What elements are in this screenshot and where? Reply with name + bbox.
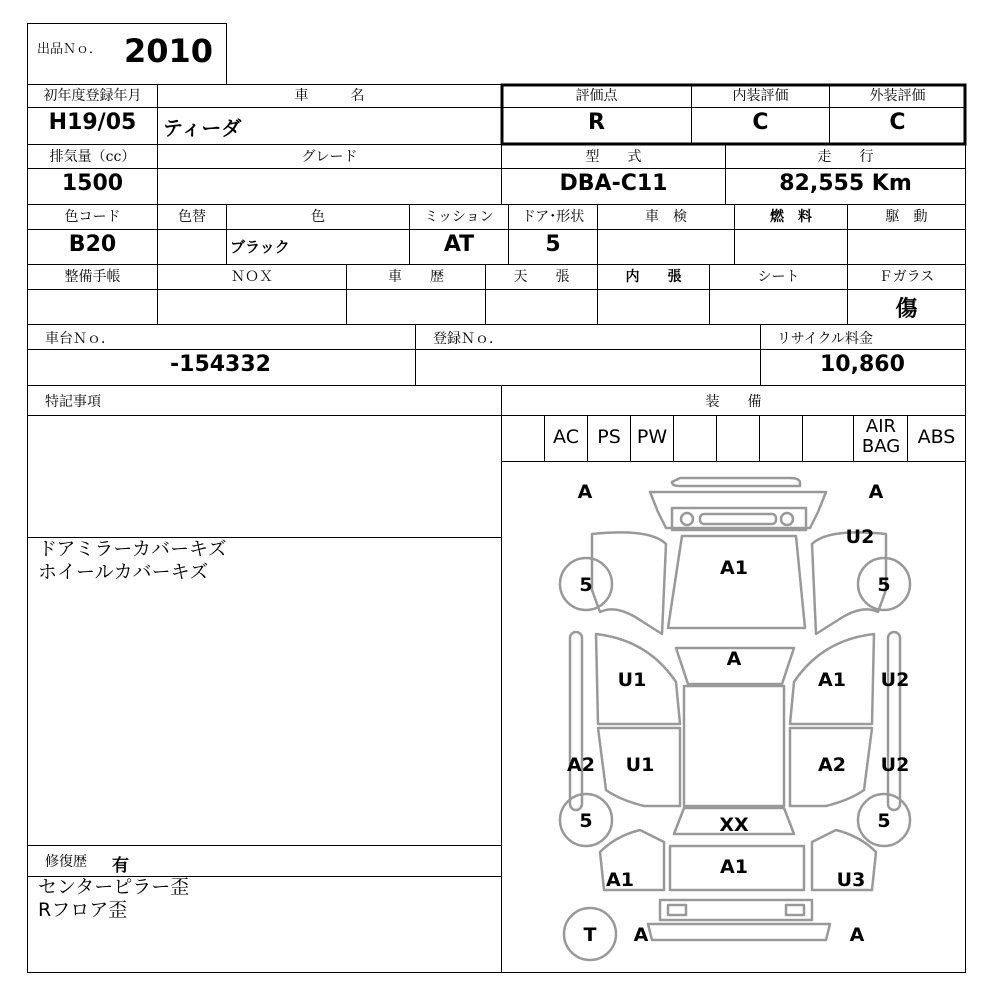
mark-rear-glass: XX <box>719 814 749 836</box>
score-value: R <box>588 110 605 135</box>
car-name-label: 車 名 <box>294 88 365 104</box>
color-change-label: 色替 <box>178 209 206 225</box>
color-code-label: 色コード <box>64 209 121 225</box>
color-label: 色 <box>311 209 325 225</box>
color-value: ブラック <box>230 238 290 256</box>
note-line: ドアミラーカバーキズ <box>38 538 227 560</box>
doors-label: ドア･形状 <box>521 209 585 225</box>
displacement-value: 1500 <box>61 171 124 196</box>
special-notes-label: 特記事項 <box>45 394 101 410</box>
mark-bumper-rear-l: A <box>633 924 649 946</box>
mark-spare-tire: T <box>583 924 597 946</box>
reg-date-value: H19/05 <box>48 110 137 135</box>
mark-quarter-l: A1 <box>606 869 634 891</box>
equipment-airbag: AIR BAG <box>861 416 901 457</box>
interior-grade-value: C <box>752 110 769 135</box>
chassis-no-value: -154332 <box>170 352 271 377</box>
equipment-abs: ABS <box>917 426 956 448</box>
drive-label: 駆 動 <box>885 209 928 225</box>
chassis-no-label: 車台Ｎｏ． <box>45 331 115 347</box>
mark-tire-rr: 5 <box>877 810 891 832</box>
doors-value: 5 <box>545 232 561 257</box>
mark-bumper-front-r: A <box>868 481 884 503</box>
transmission-value: AT <box>443 232 475 257</box>
mark-step-r-front: U2 <box>880 669 910 691</box>
vehicle-history-label: 車 歴 <box>388 269 444 285</box>
front-glass-label: Ｆガラス <box>878 269 935 285</box>
equipment-label: 装 備 <box>705 394 762 410</box>
mark-door-fr: A1 <box>818 669 846 691</box>
front-grille-outline <box>650 492 826 528</box>
mark-bumper-front-l: A <box>577 481 593 503</box>
inspection-label: 車 検 <box>645 209 687 225</box>
model-code-label: 型 式 <box>585 149 642 165</box>
reg-date-label: 初年度登録年月 <box>43 88 142 104</box>
score-label: 評価点 <box>575 88 618 104</box>
color-code-value: B20 <box>68 232 117 257</box>
nox-label: ＮＯＸ <box>231 269 273 285</box>
note-line: ホイールカバーキズ <box>38 561 209 583</box>
mark-hood: A1 <box>720 557 748 579</box>
mark-trunk: A1 <box>720 856 748 878</box>
mark-step-r-rear: U2 <box>880 754 910 776</box>
fender-left-outline <box>592 532 666 634</box>
lot-number: 2010 <box>124 32 214 70</box>
exterior-grade-label: 外装評価 <box>869 88 926 104</box>
recycle-fee-value: 10,860 <box>820 352 905 377</box>
repair-line: センターピラー歪 <box>38 876 190 898</box>
rear-bumper-outline <box>660 900 812 920</box>
interior-grade-label: 内装評価 <box>732 88 789 104</box>
grade-label: グレード <box>301 149 358 165</box>
transmission-label: ミッション <box>424 209 494 225</box>
seat-label: シート <box>757 269 800 285</box>
displacement-label: 排気量（cc） <box>49 149 136 165</box>
mark-door-fl: U1 <box>617 669 647 691</box>
car-name-value: ティーダ <box>163 116 242 140</box>
equipment-pw: PW <box>636 426 668 448</box>
recycle-fee-label: リサイクル料金 <box>777 331 874 347</box>
repair-history-label: 修復歴 <box>45 854 87 870</box>
model-code-value: DBA-C11 <box>559 171 668 196</box>
mark-step-l: A2 <box>567 754 595 776</box>
front-glass-value: 傷 <box>895 296 918 322</box>
interior-lining-label: 内 張 <box>625 269 682 285</box>
fuel-label: 燃 料 <box>770 209 812 225</box>
mileage-label: 走 行 <box>817 149 874 165</box>
registration-no-label: 登録Ｎｏ． <box>433 331 503 347</box>
mileage-value: 82,555 Km <box>779 171 912 196</box>
mark-tire-fr: 5 <box>877 574 891 596</box>
equipment-ac: AC <box>553 426 579 448</box>
front-bumper-outline <box>672 478 800 486</box>
roof-lining-label: 天 張 <box>513 269 570 285</box>
repair-line: Rフロア歪 <box>38 899 128 921</box>
exterior-grade-value: C <box>889 110 906 135</box>
mark-windshield: A <box>726 648 742 670</box>
mark-tire-rl: 5 <box>579 810 593 832</box>
maintenance-book-label: 整備手帳 <box>64 269 121 285</box>
mark-fender-fr-top: U2 <box>845 526 875 548</box>
equipment-ps: PS <box>597 426 621 448</box>
mark-door-rl: U1 <box>625 754 655 776</box>
repair-history-value: 有 <box>112 856 129 876</box>
hood-outline <box>668 536 805 628</box>
roof-outline <box>684 686 784 806</box>
mark-bumper-rear-r: A <box>849 924 865 946</box>
step-left-outline <box>570 632 582 810</box>
mark-tire-fl: 5 <box>579 574 593 596</box>
mark-quarter-r: U3 <box>836 869 866 891</box>
lot-label: 出品Ｎｏ． <box>37 42 103 57</box>
mark-door-rr: A2 <box>818 754 846 776</box>
step-right-outline <box>888 632 900 810</box>
